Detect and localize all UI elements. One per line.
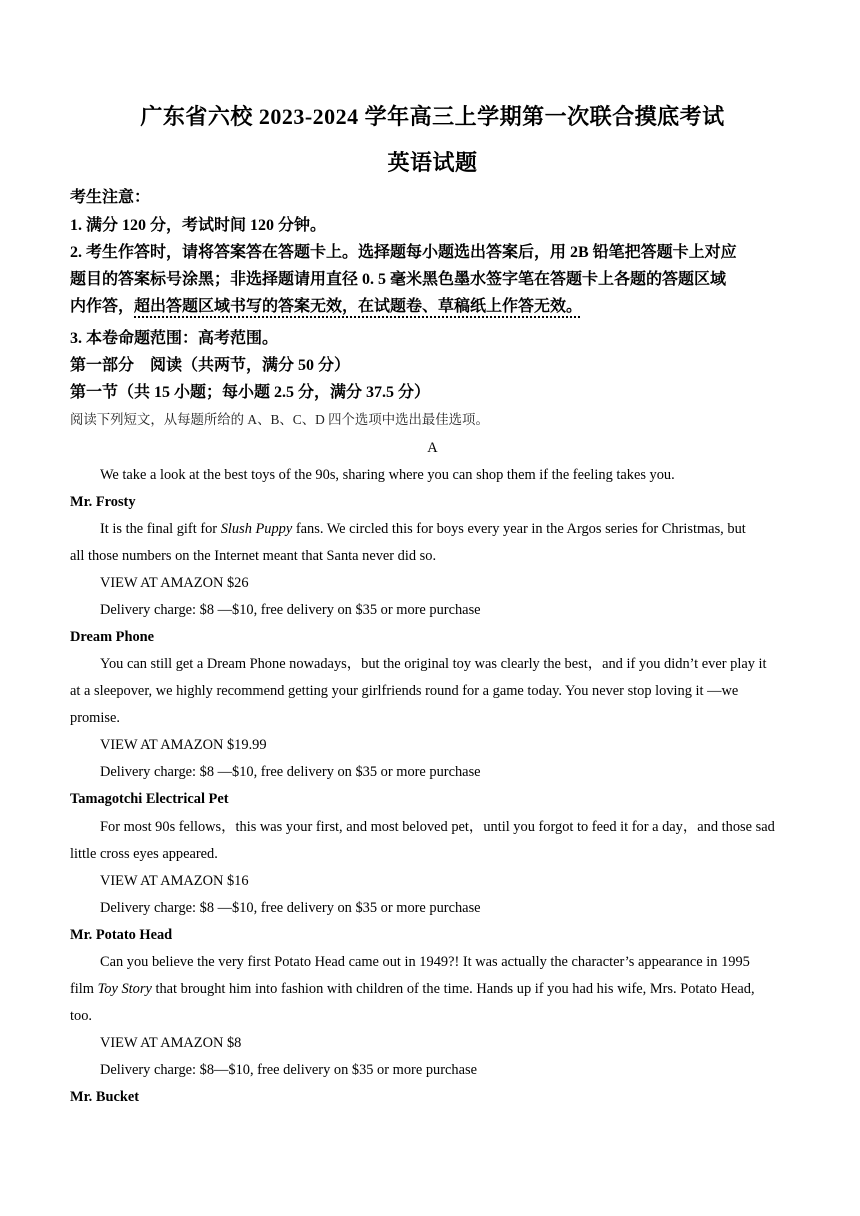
- item-desc-line: [70, 980, 795, 998]
- item-delivery: Delivery charge: $8 —$10, free delivery on $35 or more purchase: [100, 602, 481, 618]
- notice-item-2-line-2: 题目的答案标号涂黑；非选择题请用直径 0. 5 毫米黑色墨水签字笔在答题卡上各题的答题区域: [70, 271, 727, 288]
- text-segment: It is the final gift for: [100, 521, 221, 537]
- passage-label: A: [427, 440, 438, 456]
- italic-title: Toy Story: [97, 981, 152, 997]
- text-segment: that brought him into fashion with children of the time. Hands up if you had his wife, Mrs. Potato Head,: [151, 981, 755, 997]
- item-desc-line: too.: [70, 1008, 92, 1024]
- item-desc-line: For most 90s fellows，this was your first, and most beloved pet，until you forgot to feed it for a day，and those sad: [100, 819, 775, 835]
- instruction: 阅读下列短文，从每题所给的 A、B、C、D 四个选项中选出最佳选项。: [70, 412, 489, 427]
- notice-emphasis-dotted: 超出答题区域书写的答案无效，在试题卷、草稿纸上作答无效。: [134, 298, 583, 315]
- item-delivery: Delivery charge: $8—$10, free delivery on $35 or more purchase: [100, 1062, 477, 1078]
- item-desc-line: Can you believe the very first Potato Head came out in 1949?! It was actually the character’s appearance in 1995: [100, 954, 750, 970]
- text-segment: film: [70, 981, 98, 997]
- item-price: VIEW AT AMAZON $16: [100, 873, 249, 889]
- item-price: VIEW AT AMAZON $26: [100, 575, 249, 591]
- item-price: VIEW AT AMAZON $8: [100, 1035, 242, 1051]
- item-name-mr-frosty: Mr. Frosty: [70, 494, 136, 510]
- part1-heading: 第一部分 阅读（共两节，满分 50 分）: [70, 357, 351, 374]
- italic-title: Slush Puppy: [220, 521, 293, 537]
- item-desc-line: at a sleepover, we highly recommend getting your girlfriends round for a game today. You never stop loving it —we: [70, 683, 739, 699]
- item-name-dream-phone: Dream Phone: [70, 629, 155, 645]
- notice-item-1: 1. 满分 120 分，考试时间 120 分钟。: [70, 217, 327, 234]
- item-desc-line: [100, 520, 795, 538]
- notice-item-2-line-3: [70, 297, 795, 317]
- notice-item-2-line-3-plain: 内作答，: [70, 298, 135, 315]
- passage-intro: We take a look at the best toys of the 90s, sharing where you can shop them if the feeling takes you.: [100, 467, 675, 483]
- item-desc-line: promise.: [70, 710, 120, 726]
- item-desc-line: little cross eyes appeared.: [70, 846, 218, 862]
- item-name-tamagotchi: Tamagotchi Electrical Pet: [70, 791, 229, 807]
- text-segment: fans. We circled this for boys every year in the Argos series for Christmas, but: [292, 521, 746, 537]
- item-name-mr-bucket: Mr. Bucket: [70, 1089, 140, 1105]
- notice-heading: 考生注意：: [70, 189, 151, 206]
- item-delivery: Delivery charge: $8 —$10, free delivery on $35 or more purchase: [100, 900, 481, 916]
- exam-subtitle: 英语试题: [387, 150, 478, 175]
- exam-title: 广东省六校 2023-2024 学年高三上学期第一次联合摸底考试: [140, 104, 725, 129]
- item-desc-line: You can still get a Dream Phone nowadays，but the original toy was clearly the best，and if you didn’t ever play it: [100, 656, 767, 672]
- item-delivery: Delivery charge: $8 —$10, free delivery on $35 or more purchase: [100, 764, 481, 780]
- item-name-mr-potato-head: Mr. Potato Head: [70, 927, 173, 943]
- item-price: VIEW AT AMAZON $19.99: [100, 737, 267, 753]
- section1-heading: 第一节（共 15 小题；每小题 2.5 分，满分 37.5 分）: [70, 384, 431, 401]
- notice-item-3: 3. 本卷命题范围：高考范围。: [70, 330, 279, 347]
- item-desc-line: all those numbers on the Internet meant that Santa never did so.: [70, 548, 437, 564]
- notice-item-2-line-1: 2. 考生作答时，请将答案答在答题卡上。选择题每小题选出答案后，用 2B 铅笔把答题卡上对应: [70, 244, 737, 261]
